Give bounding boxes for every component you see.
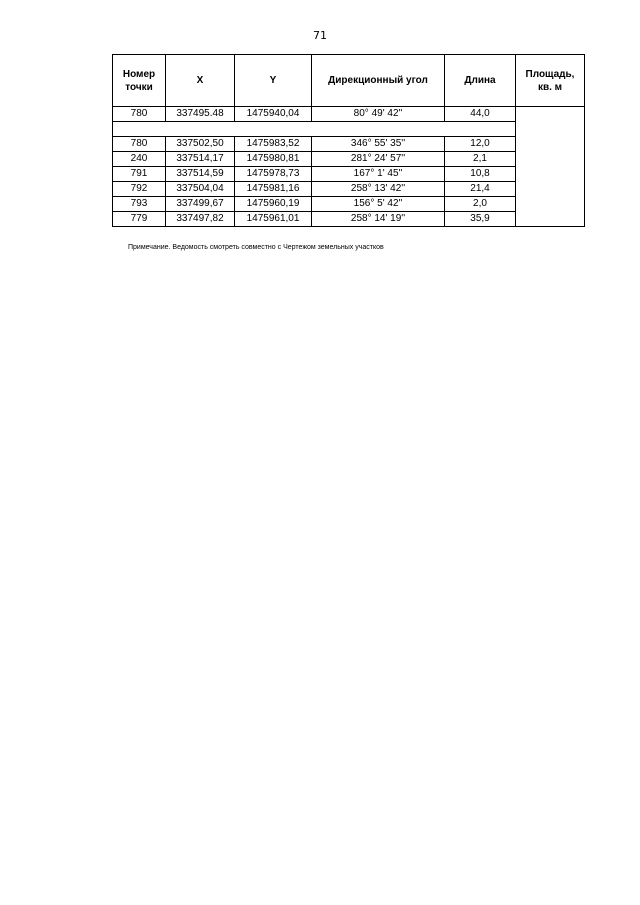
table-row [113,197,585,212]
table-row [113,107,585,122]
header-x: X [166,55,235,107]
table-row [113,167,585,182]
cell-length: 44,0 [445,107,516,122]
cell-length: 2,1 [445,152,516,167]
cell-point: 792 [113,182,166,197]
header-length: Длина [445,55,516,107]
cell-length: 2,0 [445,197,516,212]
cell-angle: 258° 14' 19'' [312,212,445,227]
cell-y: 1475940,04 [235,107,312,122]
cell-point: 240 [113,152,166,167]
cell-x: 337514,17 [166,152,235,167]
cell-point: 779 [113,212,166,227]
header-area [516,55,585,107]
table-row [113,137,585,152]
cell-point: 791 [113,167,166,182]
cell-y: 1475981,16 [235,182,312,197]
cell-x: 337495.48 [166,107,235,122]
cell-x: 337502,50 [166,137,235,152]
header-point-number-label: Номер точки [122,68,156,93]
cell-angle: 167° 1' 45'' [312,167,445,182]
cell-x: 337499,67 [166,197,235,212]
cell-x: 337497,82 [166,212,235,227]
cell-point: 780 [113,137,166,152]
page-number: 71 [313,29,327,42]
table-header-row [113,55,585,107]
cell-y: 1475980,81 [235,152,312,167]
cell-y: 1475978,73 [235,167,312,182]
table-row [113,152,585,167]
cell-y: 1475961,01 [235,212,312,227]
cell-length: 35,9 [445,212,516,227]
cell-area-merged [516,107,585,227]
header-point-number [113,55,166,107]
header-bearing: Дирекционный угол [312,55,445,107]
header-y: Y [235,55,312,107]
cell-length: 12,0 [445,137,516,152]
cell-length: 21,4 [445,182,516,197]
table-row [113,212,585,227]
spacer-cell [113,122,516,137]
table-row [113,182,585,197]
cell-length: 10,8 [445,167,516,182]
cell-angle: 258° 13' 42'' [312,182,445,197]
cell-x: 337504,04 [166,182,235,197]
table-spacer-row [113,122,585,137]
cell-y: 1475960,19 [235,197,312,212]
cell-angle: 156° 5' 42'' [312,197,445,212]
cell-angle: 80° 49' 42'' [312,107,445,122]
cell-x: 337514,59 [166,167,235,182]
cell-angle: 281° 24' 57'' [312,152,445,167]
coordinates-table [112,54,585,227]
cell-y: 1475983,52 [235,137,312,152]
cell-angle: 346° 55' 35'' [312,137,445,152]
cell-point: 780 [113,107,166,122]
header-area-label: Площадь, кв. м [525,68,575,93]
cell-point: 793 [113,197,166,212]
table-note: Примечание. Ведомость смотреть совместно с Чертежом земельных участков [128,244,384,251]
